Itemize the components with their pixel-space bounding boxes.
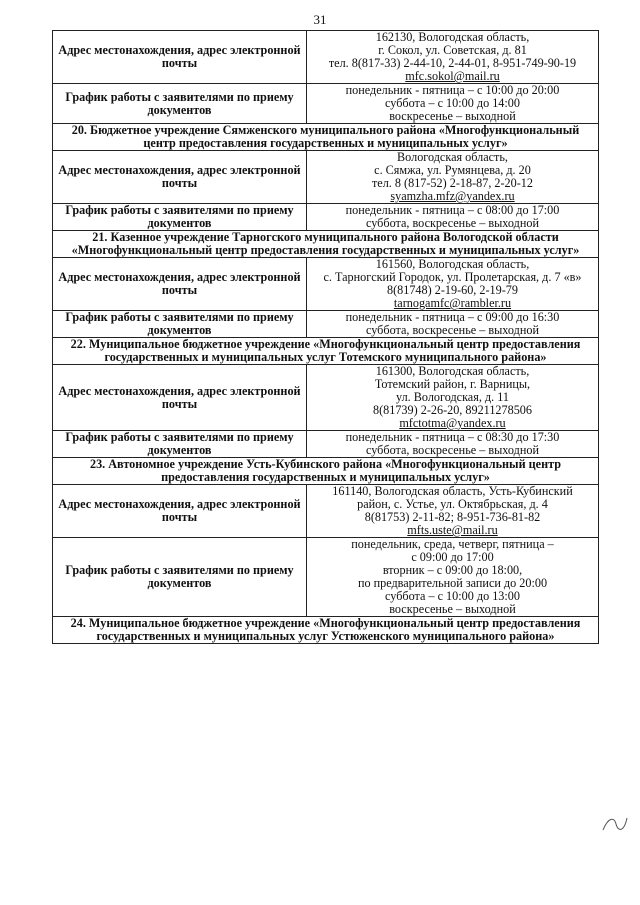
value-line: с 09:00 до 17:00 [411,550,494,564]
table-row [53,431,599,458]
value-line: понедельник - пятница – с 10:00 до 20:00 [345,83,560,97]
value-line: суббота – с 10:00 до 14:00 [385,96,520,110]
table-row [53,538,599,617]
row-label: График работы с заявителями по приему документов [53,311,307,338]
value-line: понедельник - пятница – с 08:00 до 17:00 [345,203,560,217]
table-row [53,258,599,311]
page-number: 31 [313,12,327,27]
row-label: Адрес местонахождения, адрес электронной почты [53,151,307,204]
section-heading-row [53,338,599,365]
email-line: tarnogamfc@rambler.ru [393,296,512,310]
row-label: Адрес местонахождения, адрес электронной почты [53,258,307,311]
value-line: воскресенье – выходной [389,109,516,123]
section-heading: 24. Муниципальное бюджетное учреждение «Многофункциональный центр предоставления государственных и муниципальных услуг Устюженского муниципального района» [53,617,599,644]
row-value [307,431,599,458]
value-line: 8(81753) 2-11-82; 8-951-736-81-82 [364,510,541,524]
value-line: по предварительной записи до 20:00 [357,576,548,590]
row-value [307,311,599,338]
section-heading-row [53,124,599,151]
email-line: mfc.sokol@mail.ru [405,69,500,83]
row-value [307,538,599,617]
value-line: тел. 8(817-33) 2-44-10, 2-44-01, 8-951-749-90-19 [328,56,577,70]
value-line: понедельник, среда, четверг, пятница – [351,537,554,551]
value-line: 8(81748) 2-19-60, 2-19-79 [387,283,518,297]
row-value [307,204,599,231]
section-heading: 23. Автономное учреждение Усть-Кубинского района «Многофункциональный центр предоставления государственных и муниципальных услуг» [53,458,599,485]
value-line: суббота – с 10:00 до 13:00 [385,589,520,603]
value-line: с. Тарногский Городок, ул. Пролетарская, д. 7 «в» [323,270,582,284]
value-line: ул. Вологодская, д. 11 [396,390,509,404]
value-line: с. Сямжа, ул. Румянцева, д. 20 [374,163,531,177]
row-label: Адрес местонахождения, адрес электронной почты [53,485,307,538]
row-value [307,258,599,311]
value-line: суббота, воскресенье – выходной [366,323,539,337]
section-heading-row [53,458,599,485]
value-line: понедельник - пятница – с 08:30 до 17:30 [345,430,560,444]
value-line: суббота, воскресенье – выходной [366,216,539,230]
value-line: 161560, Вологодская область, [375,257,530,271]
value-line: Вологодская область, [397,150,508,164]
section-heading: 20. Бюджетное учреждение Сямженского муниципального района «Многофункциональный центр предоставления государственных и муниципальных услуг» [53,124,599,151]
row-label: График работы с заявителями по приему документов [53,431,307,458]
email-line: syamzha.mfz@yandex.ru [390,189,515,203]
table-row [53,84,599,124]
table-row [53,151,599,204]
table-row [53,31,599,84]
row-label: Адрес местонахождения, адрес электронной почты [53,31,307,84]
row-value [307,485,599,538]
value-line: 161300, Вологодская область, [375,364,530,378]
email-line: mfts.uste@mail.ru [407,523,498,537]
table-row [53,204,599,231]
handwritten-mark [600,812,630,834]
row-label: График работы с заявителями по приему документов [53,84,307,124]
email-line: mfctotma@yandex.ru [399,416,506,430]
value-line: Тотемский район, г. Варницы, [374,377,531,391]
row-value [307,84,599,124]
value-line: 161140, Вологодская область, Усть-Кубинский [332,484,573,498]
value-line: г. Сокол, ул. Советская, д. 81 [378,43,527,57]
table-row [53,485,599,538]
value-line: 162130, Вологодская область, [375,30,530,44]
value-line: вторник – с 09:00 до 18:00, [382,563,523,577]
row-value [307,365,599,431]
section-heading-row [53,617,599,644]
section-heading: 21. Казенное учреждение Тарногского муниципального района Вологодской области «Многофункциональный центр предоставления государственных и муниципальных услуг» [53,231,599,258]
value-line: тел. 8 (817-52) 2-18-87, 2-20-12 [371,176,533,190]
table-row [53,365,599,431]
value-line: понедельник - пятница – с 09:00 до 16:30 [345,310,560,324]
row-label: Адрес местонахождения, адрес электронной почты [53,365,307,431]
value-line: 8(81739) 2-26-20, 89211278506 [373,403,532,417]
value-line: район, с. Устье, ул. Октябрьская, д. 4 [357,497,548,511]
section-heading: 22. Муниципальное бюджетное учреждение «Многофункциональный центр предоставления государственных и муниципальных услуг Тотемского муниципального района» [53,338,599,365]
table-row [53,311,599,338]
mfc-contacts-table [52,30,599,644]
section-heading-row [53,231,599,258]
row-value [307,151,599,204]
value-line: суббота, воскресенье – выходной [366,443,539,457]
value-line: воскресенье – выходной [389,602,516,616]
row-value [307,31,599,84]
row-label: График работы с заявителями по приему документов [53,538,307,617]
row-label: График работы с заявителями по приему документов [53,204,307,231]
